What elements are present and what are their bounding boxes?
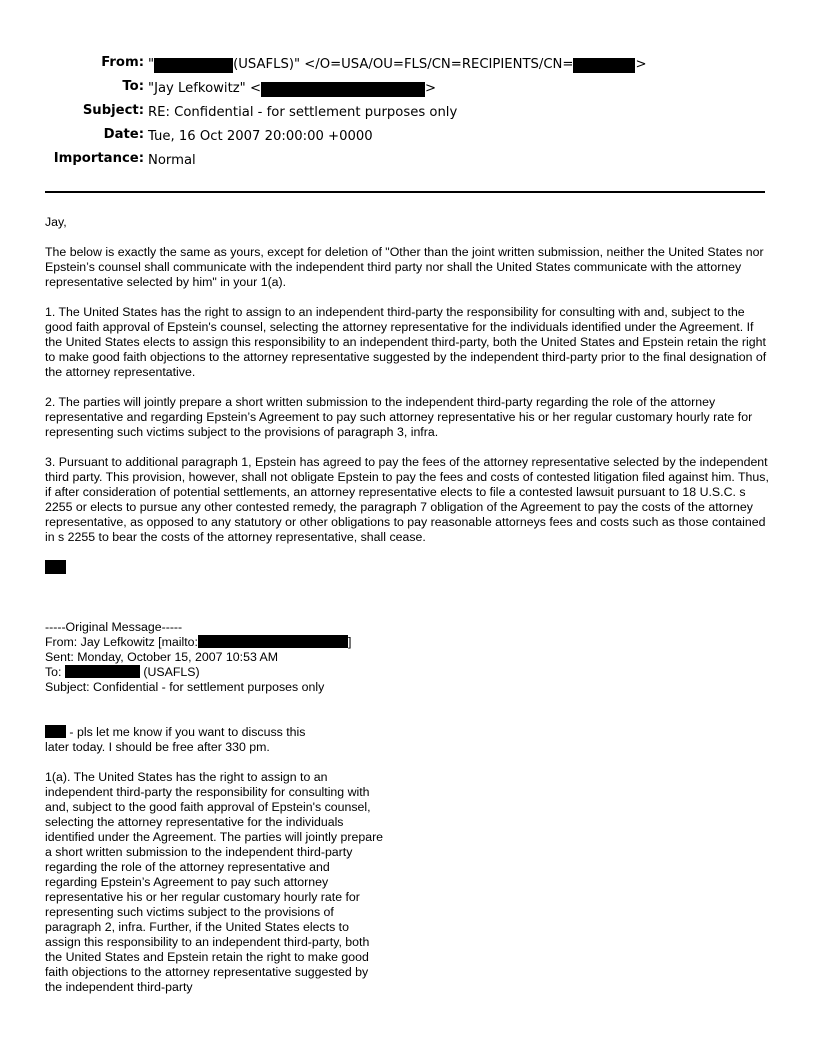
signature-redaction (45, 560, 66, 574)
original-note: - pls let me know if you want to discuss this later today. I should be free after 330 pm. (45, 725, 306, 754)
original-to: To: (USAFLS) (45, 665, 200, 679)
message-body (45, 215, 769, 574)
original-divider: -----Original Message----- (45, 620, 183, 634)
redaction-block (154, 58, 233, 73)
from-label: From: (101, 55, 144, 70)
header-divider (45, 191, 765, 193)
to-label: To: (122, 79, 144, 94)
subject-value: RE: Confidential - for settlement purposes only (148, 105, 458, 120)
importance-value: Normal (148, 153, 196, 168)
from-row (44, 53, 647, 77)
intro-paragraph: The below is exactly the same as yours, except for deletion of "Other than the joint written submission, neither the United States nor Epstein’s counsel shall communicate with the independent third party nor shall the United States communicate with the attorney representative selected by him" in your 1(a). (45, 245, 764, 289)
original-message-body (45, 725, 385, 1010)
original-from: From: Jay Lefkowitz [mailto: ] (45, 635, 352, 649)
date-label: Date: (103, 127, 144, 142)
original-paragraph-1a: 1(a). The United States has the right to assign to an independent third-party the responsibility for consulting with and, subject to the good faith approval of Epstein's counsel, selecting the attorney representative for the individuals identified under the Agreement. The parties will jointly prepare a short written submission to the independent third-party regarding the role of the attorney representative and regarding Epstein’s Agreement to pay such attorney representative his or her regular customary hourly rate for representing such victims subject to the provisions of paragraph 2, infra. Further, if the United States elects to assign this responsibility to an independent third-party, both the United States and Epstein retain the right to make good faith objections to the attorney representative suggested by the independent third-party (45, 770, 384, 994)
email-header (44, 53, 647, 173)
to-value: "Jay Lefkowitz" < > (148, 81, 437, 96)
redaction-block (45, 725, 66, 738)
to-row (44, 77, 647, 101)
paragraph-2: 2. The parties will jointly prepare a short written submission to the independent third-party regarding the role of the attorney representative and regarding Epstein’s Agreement to pay such attorney representative his or her regular customary hourly rate for representing such victims subject to the provisions of paragraph 3, infra. (45, 395, 753, 439)
from-value: " (USAFLS)" </O=USA/OU=FLS/CN=RECIPIENTS/CN= > (148, 57, 647, 72)
original-subject: Subject: Confidential - for settlement purposes only (45, 680, 325, 694)
redaction-block (261, 82, 425, 97)
importance-row (44, 149, 647, 173)
redaction-block (198, 635, 348, 648)
redaction-block (65, 665, 140, 678)
original-message-header (45, 620, 351, 695)
importance-label: Importance: (53, 151, 144, 166)
redaction-block (573, 58, 635, 73)
paragraph-3: 3. Pursuant to additional paragraph 1, Epstein has agreed to pay the fees of the attorney representative selected by the independent third party. This provision, however, shall not obligate Epstein to pay the fees and costs of contested litigation filed against him. Thus, if after consideration of potential settlements, an attorney representative elects to file a contested lawsuit pursuant to 18 U.S.C. s 2255 or elects to pursue any other contested remedy, the paragraph 7 obligation of the Agreement to pay the costs of the attorney representative, as opposed to any statutory or other obligations to pay reasonable attorneys fees and costs such as those contained in s 2255 to bear the costs of the attorney representative, shall cease. (45, 455, 769, 544)
subject-label: Subject: (82, 103, 144, 118)
paragraph-1: 1. The United States has the right to assign to an independent third-party the responsibility for consulting with and, subject to the good faith approval of Epstein's counsel, selecting the attorney representative for the individuals identified under the Agreement. If the United States elects to assign this responsibility to an independent third-party, both the United States and Epstein retain the right to make good faith objections to the attorney representative suggested by the independent third-party prior to the final designation of the attorney representative. (45, 305, 767, 379)
subject-row (44, 101, 647, 125)
original-sent: Sent: Monday, October 15, 2007 10:53 AM (45, 650, 279, 664)
date-row (44, 125, 647, 149)
greeting: Jay, (45, 215, 67, 229)
date-value: Tue, 16 Oct 2007 20:00:00 +0000 (148, 129, 373, 144)
